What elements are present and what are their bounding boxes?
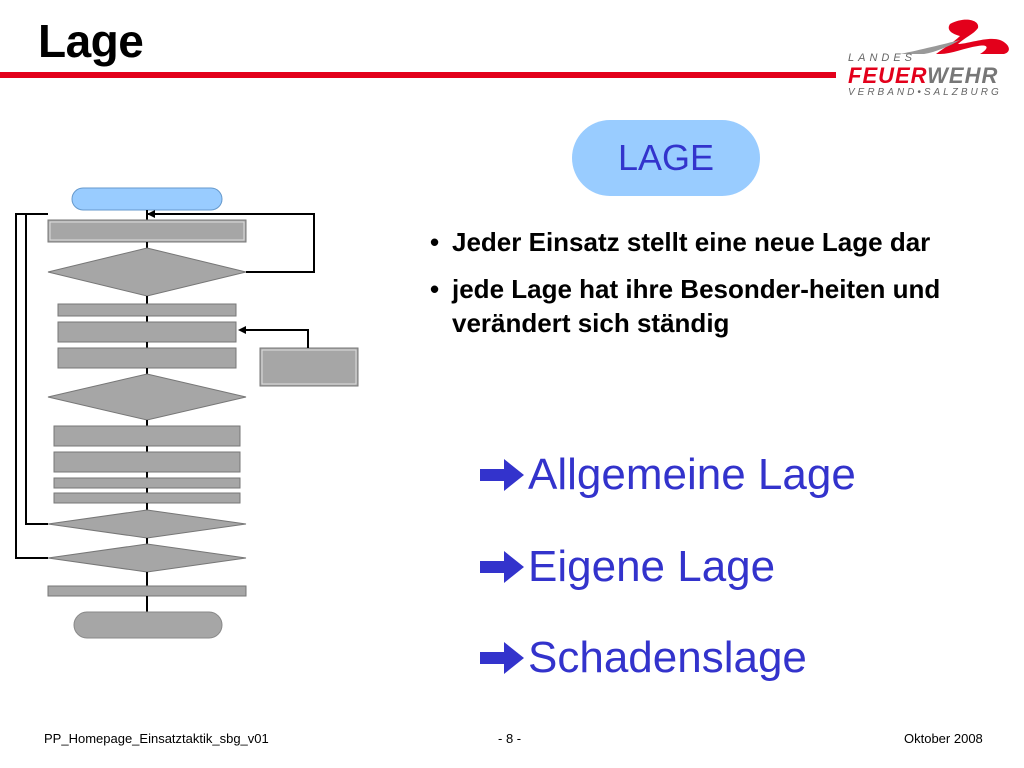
lage-pill: LAGE — [572, 120, 760, 196]
flow-side-box — [260, 348, 358, 386]
logo-line1: LANDES — [848, 52, 917, 64]
bullet-list — [430, 226, 1010, 354]
arrow-item-label: Schadenslage — [528, 633, 807, 682]
flow-process-box — [54, 478, 240, 488]
flow-start-terminal — [72, 188, 222, 210]
flow-process-box — [58, 322, 236, 342]
flow-arrowhead — [147, 210, 155, 218]
flow-process-box — [58, 304, 236, 316]
right-arrow-icon — [478, 547, 526, 587]
arrow-item-allgemeine — [478, 450, 856, 500]
flowchart-diagram — [0, 180, 370, 650]
slide-title: Lage — [38, 15, 144, 67]
flow-process-box — [54, 426, 240, 446]
title-rule — [0, 72, 836, 78]
flow-decision — [48, 510, 246, 538]
arrow-item-eigene — [478, 542, 775, 592]
arrow-item-label: Eigene Lage — [528, 542, 776, 591]
bullet-item: • Jeder Einsatz stellt eine neue Lage dar — [430, 226, 1010, 259]
footer-date: Oktober 2008 — [904, 731, 983, 746]
bullet-item: • jede Lage hat ihre Besonder-heiten und verändert sich ständig — [430, 273, 1010, 340]
logo-line3: VERBAND•SALZBURG — [848, 87, 1002, 98]
arrow-item-label: Allgemeine Lage — [528, 450, 856, 499]
footer-page-number: - 8 - — [498, 731, 522, 746]
flow-decision — [48, 544, 246, 572]
flow-decision — [48, 248, 246, 296]
footer-filename: PP_Homepage_Einsatztaktik_sbg_v01 — [44, 731, 269, 746]
flow-end-terminal — [74, 612, 222, 638]
flow-loop-line — [26, 214, 48, 524]
flow-process-box — [58, 348, 236, 368]
flow-decision — [48, 374, 246, 420]
logo-line2 — [848, 63, 998, 89]
arrow-item-schadenslage — [478, 633, 807, 683]
right-arrow-icon — [478, 455, 526, 495]
flow-process-box — [54, 452, 240, 472]
flow-process-box — [54, 493, 240, 503]
flow-process-box — [48, 220, 246, 242]
logo-wehr: WEHR — [927, 63, 999, 88]
logo-feuer: FEUER — [848, 63, 928, 88]
flow-side-line — [240, 330, 308, 348]
flow-loop-line — [16, 214, 48, 558]
right-arrow-icon — [478, 638, 526, 678]
flow-arrowhead — [238, 326, 246, 334]
flow-process-box — [48, 586, 246, 596]
